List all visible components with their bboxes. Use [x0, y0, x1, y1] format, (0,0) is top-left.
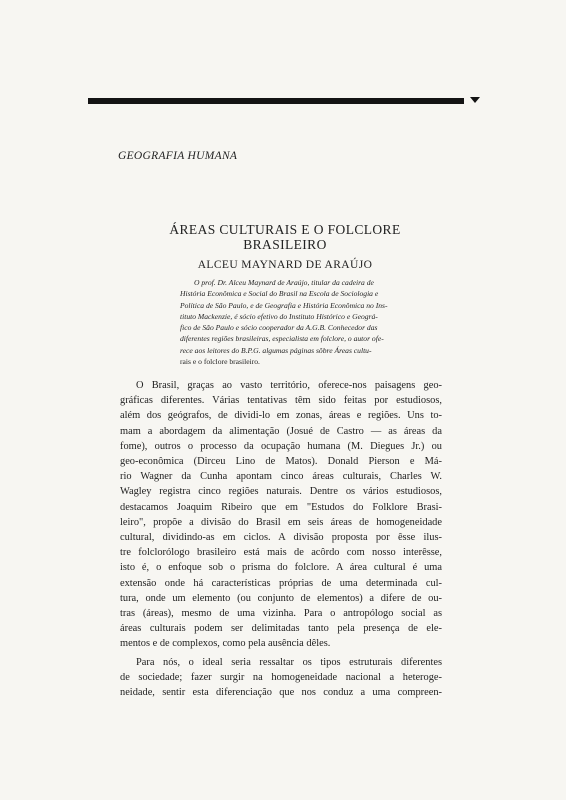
article-body — [120, 378, 442, 700]
paragraph-line: fome), outros o processo da ocupação humana (M. Diegues Jr.) ou — [120, 440, 442, 452]
bio-line: História Econômica e Social do Brasil na Escola de Sociologia e — [180, 289, 379, 299]
paragraph-line: Wagley registra cinco regiões naturais. Dentre os vários estudiosos, — [120, 486, 442, 498]
paragraph-2 — [120, 655, 442, 701]
paragraph-line: Para nós, o ideal seria ressaltar os tipos estruturais diferentes — [136, 656, 442, 668]
paragraph-line: extensão onde há características próprias de uma determinada cul- — [120, 577, 442, 589]
paragraph-line: tura, onde um elemento (ou conjunto de elementos) a difere de ou- — [120, 592, 442, 604]
paragraph-1 — [120, 378, 442, 652]
bio-line: Política de São Paulo, e de Geografia e História Econômica no Ins- — [180, 300, 388, 310]
paragraph-line: tras (áreas), mesmo de uma vizinha. Para o antropólogo social as — [120, 608, 442, 620]
paragraph-line: áreas culturais podem ser delimitadas tanto pela presença de ele- — [120, 623, 442, 635]
paragraph-line: de sociedade; fazer surgir na homogeneidade nacional a heteroge- — [120, 671, 442, 683]
bio-line: rais e o folclore brasileiro. — [180, 357, 260, 367]
header-rule — [88, 98, 464, 104]
bio-line: fico de São Paulo e sócio cooperador da A.G.B. Conhecedor das — [180, 323, 378, 333]
author-bio — [180, 277, 442, 367]
article-title-line-1: ÁREAS CULTURAIS E O FOLCLORE — [169, 222, 401, 237]
bio-line: tituto Mackenzie, é sócio efetivo do Instituto Histórico e Geográ- — [180, 311, 378, 321]
paragraph-line: gráficas diferentes. Várias tentativas têm sido feitas por estudiosos, — [120, 395, 442, 407]
paragraph-line: cultural, dividindo-as em ciclos. A divisão proposta por êsse ilus- — [120, 532, 442, 544]
header-rule-mark — [470, 97, 480, 103]
bio-line: O prof. Dr. Alceu Maynard de Araújo, titular da cadeira de — [194, 278, 374, 287]
paragraph-line: mentos e de complexos, como pela ausência dêles. — [120, 638, 331, 650]
paragraph-line: tre folclorólogo brasileiro está mais de acôrdo com nosso interêsse, — [120, 547, 442, 559]
paragraph-line: neidade, sentir esta diferenciação que nos conduz a uma compreen- — [120, 687, 442, 699]
paragraph-line: mam a abordagem da alimentação (Josué de Castro — as áreas da — [120, 425, 442, 437]
paragraph-line: leiro", propõe a divisão do Brasil em seis áreas de homogeneidade — [120, 516, 442, 528]
paragraph-line: destacamos Joaquim Ribeiro que em "Estudos do Folklore Brasi- — [120, 501, 442, 513]
paragraph-line: geo-econômica (Dirceu Lino de Matos). Donald Pierson e Má- — [120, 456, 442, 468]
article-title-line-2: BRASILEIRO — [243, 237, 327, 252]
paragraph-line: além dos geógrafos, de dividi-lo em zonas, áreas e regiões. Uns to- — [120, 410, 442, 422]
bio-line: rece aos leitores do B.P.G. algumas páginas sôbre Áreas cultu- — [180, 345, 372, 355]
bio-line: diferentes regiões brasileiras, especialista em folclore, o autor ofe- — [180, 334, 384, 344]
article-author: ALCEU MAYNARD DE ARAÚJO — [197, 259, 373, 271]
paragraph-line: O Brasil, graças ao vasto território, oferece-nos paisagens geo- — [136, 380, 442, 391]
section-heading: GEOGRAFIA HUMANA — [118, 150, 238, 162]
article-title — [130, 222, 440, 252]
paragraph-line: isto é, o enfoque sob o prisma do folclore. A área cultural é uma — [120, 562, 442, 574]
paragraph-line: rio Wagner da Cunha apontam cinco áreas culturais, Charles W. — [120, 471, 442, 483]
